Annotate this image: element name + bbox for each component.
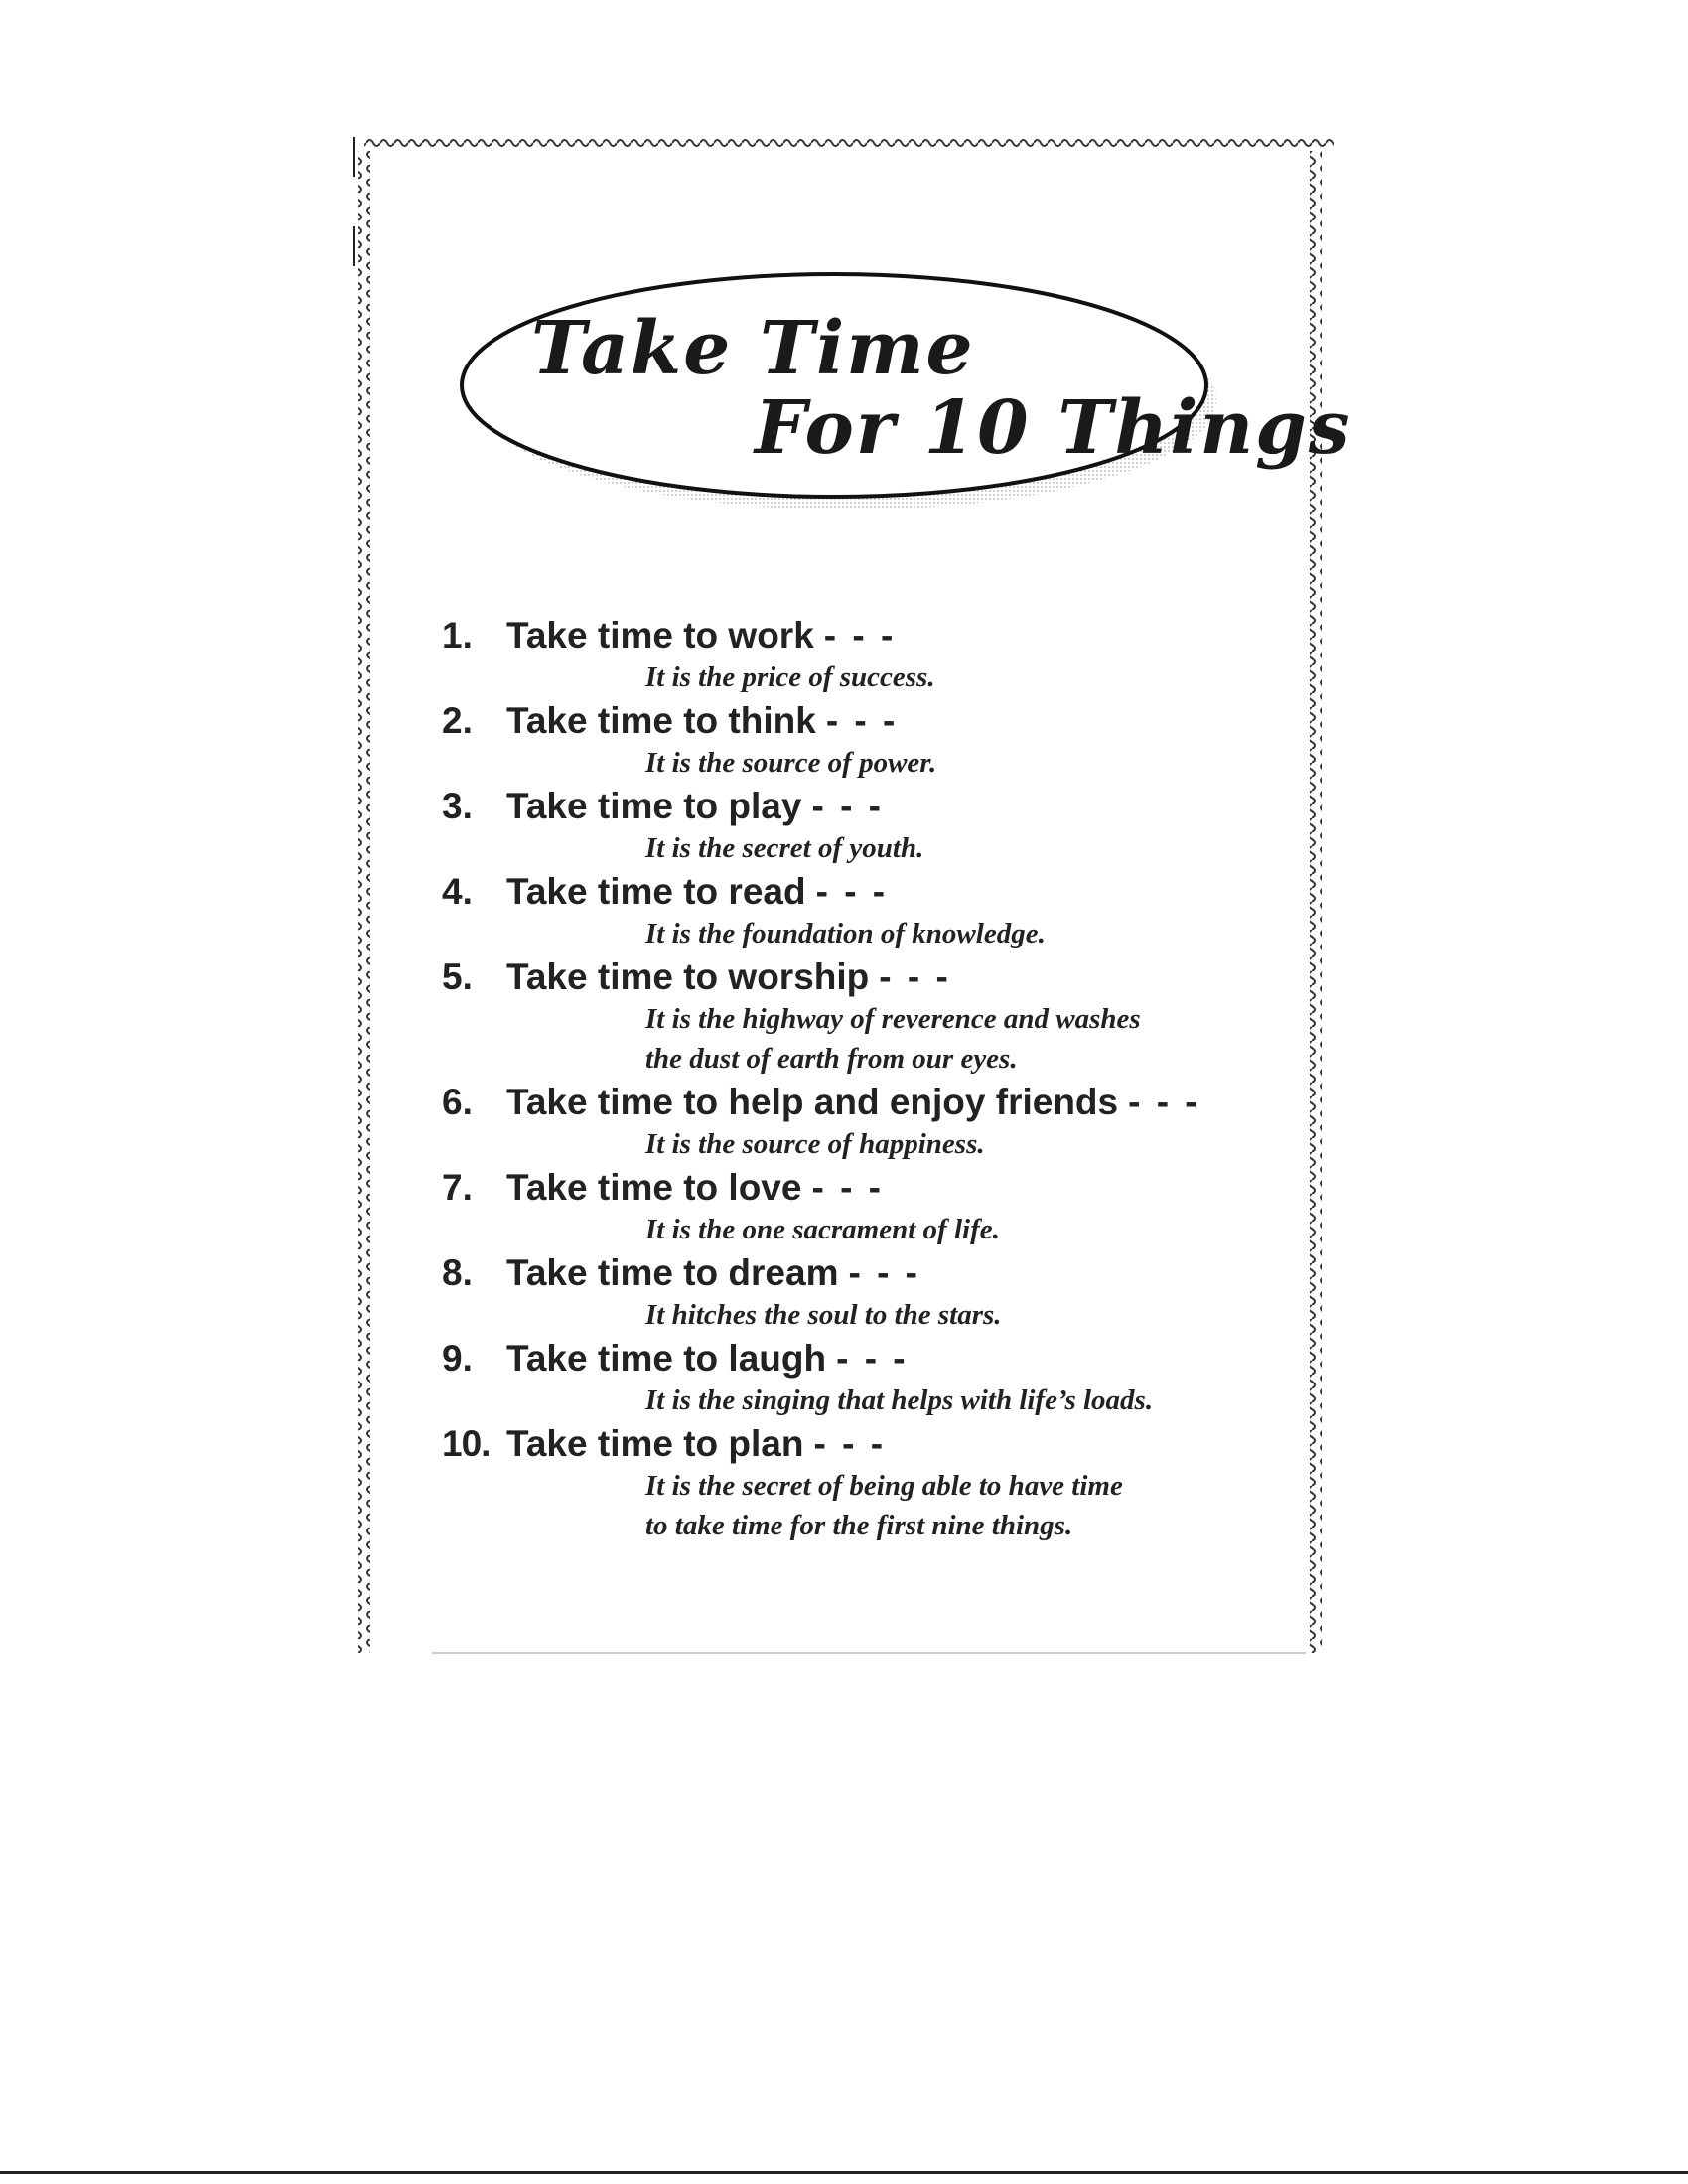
list-item — [442, 785, 1336, 868]
list-item — [442, 955, 1336, 1079]
item-description: It is the singing that helps with life’s loads. — [645, 1384, 1154, 1416]
item-description: It is the secret of youth. — [645, 832, 924, 864]
item-heading: Take time to work — [506, 615, 814, 655]
item-number: 1. — [442, 615, 473, 655]
item-number: 7. — [442, 1167, 473, 1208]
item-heading: Take time to love — [506, 1167, 802, 1208]
item-description-cont: to take time for the first nine things. — [645, 1510, 1073, 1541]
item-dashes: - - - — [879, 956, 951, 997]
item-dashes: - - - — [811, 786, 884, 826]
item-number: 3. — [442, 786, 473, 826]
list-item — [442, 1166, 1336, 1249]
item-dashes: - - - — [825, 700, 899, 741]
item-dashes: - - - — [811, 1167, 884, 1208]
list-item — [442, 614, 1336, 697]
item-description: It is the one sacrament of life. — [645, 1214, 1000, 1245]
scan-edge-line — [0, 2171, 1688, 2174]
item-description: It is the highway of reverence and washes — [645, 1003, 1141, 1035]
item-description-cont: the dust of earth from our eyes. — [645, 1043, 1018, 1075]
item-heading: Take time to laugh — [506, 1338, 827, 1379]
list-item — [442, 1081, 1336, 1164]
title-banner — [452, 266, 1352, 524]
list-item — [442, 1337, 1336, 1420]
title-line-2: For 10 Things — [755, 385, 1352, 471]
item-number: 5. — [442, 956, 473, 997]
item-dashes: - - - — [848, 1252, 921, 1293]
decorative-frame — [352, 137, 1352, 1657]
item-description: It is the source of power. — [645, 747, 937, 779]
item-number: 6. — [442, 1082, 473, 1122]
item-heading: Take time to worship — [506, 956, 870, 997]
item-dashes: - - - — [823, 615, 897, 655]
item-number: 9. — [442, 1338, 473, 1379]
item-description: It is the foundation of knowledge. — [645, 918, 1046, 949]
list-item — [442, 1251, 1336, 1335]
list-item — [442, 1422, 1336, 1545]
item-heading: Take time to think — [506, 700, 816, 741]
item-heading: Take time to help and enjoy friends — [506, 1082, 1119, 1122]
item-number: 2. — [442, 700, 473, 741]
item-dashes: - - - — [813, 1423, 887, 1464]
item-heading: Take time to read — [506, 871, 806, 912]
item-heading: Take time to dream — [506, 1252, 839, 1293]
title-line-1: Take Time — [531, 306, 975, 391]
item-heading: Take time to plan — [506, 1423, 804, 1464]
item-description: It is the source of happiness. — [645, 1128, 985, 1160]
item-heading: Take time to play — [506, 786, 802, 826]
list-item — [442, 699, 1336, 783]
list-item — [442, 870, 1336, 953]
item-number: 8. — [442, 1252, 473, 1293]
item-dashes: - - - — [815, 871, 889, 912]
item-number: 10. — [442, 1423, 491, 1464]
item-description: It is the secret of being able to have time — [645, 1470, 1123, 1502]
item-description: It is the price of success. — [645, 661, 935, 693]
item-number: 4. — [442, 871, 473, 912]
item-description: It hitches the soul to the stars. — [645, 1299, 1002, 1331]
item-dashes: - - - — [836, 1338, 909, 1379]
item-dashes: - - - — [1128, 1082, 1200, 1122]
things-list — [442, 614, 1336, 1545]
